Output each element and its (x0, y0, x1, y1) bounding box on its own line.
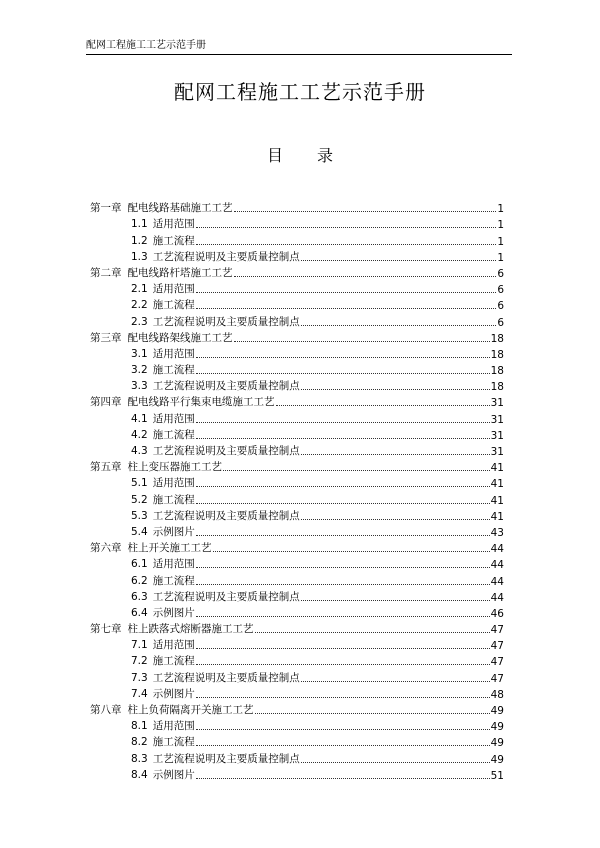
toc-entry-page: 18 (490, 381, 504, 394)
toc-dot-leader (255, 703, 490, 714)
toc-entry-label (131, 751, 300, 766)
toc-section-entry[interactable] (90, 490, 504, 506)
toc-dot-leader (196, 654, 490, 665)
toc-entry-number: 第七章 (90, 623, 122, 636)
toc-entry-page: 1 (497, 203, 504, 216)
toc-entry-text: 工艺流程说明及主要质量控制点 (152, 380, 300, 393)
toc-entry-text: 施工流程 (152, 299, 195, 312)
toc-heading-left: 目 (266, 146, 283, 165)
toc-chapter-entry[interactable] (90, 199, 504, 215)
toc-entry-page: 18 (490, 348, 504, 361)
toc-dot-leader (301, 590, 490, 601)
toc-entry-page: 47 (490, 640, 504, 653)
toc-entry-page: 49 (490, 721, 504, 734)
toc-section-entry[interactable] (90, 248, 504, 264)
toc-entry-page: 41 (490, 494, 504, 507)
toc-entry-number: 1.1 (131, 218, 148, 231)
toc-entry-label (131, 718, 195, 733)
toc-entry-page: 44 (490, 559, 504, 572)
toc-dot-leader (234, 331, 490, 342)
toc-entry-label (90, 265, 233, 280)
toc-entry-text: 配电线路杆塔施工工艺 (127, 266, 233, 279)
toc-entry-label (90, 200, 233, 215)
toc-entry-label (131, 767, 195, 782)
toc-entry-label (90, 702, 254, 717)
toc-entry-page: 31 (490, 397, 504, 410)
toc-section-entry[interactable] (90, 749, 504, 765)
toc-entry-text: 工艺流程说明及主要质量控制点 (152, 590, 300, 603)
toc-dot-leader (196, 768, 490, 779)
toc-entry-label (131, 637, 195, 652)
toc-entry-text: 适用范围 (152, 558, 195, 571)
toc-entry-number: 2.3 (131, 315, 148, 328)
toc-entry-number: 7.3 (131, 671, 148, 684)
toc-entry-number: 4.2 (131, 428, 148, 441)
toc-dot-leader (196, 574, 490, 585)
toc-entry-text: 配电线路基础施工工艺 (127, 202, 233, 215)
toc-entry-number: 第三章 (90, 331, 122, 344)
toc-entry-page: 47 (490, 672, 504, 685)
toc-entry-page: 44 (490, 575, 504, 588)
toc-entry-text: 适用范围 (152, 347, 195, 360)
toc-entry-text: 工艺流程说明及主要质量控制点 (152, 509, 300, 522)
toc-dot-leader (196, 638, 490, 649)
toc-section-entry[interactable] (90, 426, 504, 442)
toc-entry-page: 49 (490, 753, 504, 766)
toc-section-entry[interactable] (90, 345, 504, 361)
toc-entry-label (131, 524, 195, 539)
toc-entry-page: 41 (490, 478, 504, 491)
toc-dot-leader (196, 476, 490, 487)
toc-dot-leader (223, 460, 490, 471)
toc-dot-leader (234, 201, 497, 212)
toc-dot-leader (301, 379, 490, 390)
toc-section-entry[interactable] (90, 215, 504, 231)
toc-entry-label (90, 621, 254, 636)
toc-entry-number: 6.4 (131, 606, 148, 619)
toc-entry-number: 8.2 (131, 736, 148, 749)
toc-entry-page: 31 (490, 429, 504, 442)
toc-entry-text: 施工流程 (152, 364, 195, 377)
toc-entry-label (131, 216, 195, 231)
table-of-contents (90, 199, 504, 782)
toc-chapter-entry[interactable] (90, 620, 504, 636)
toc-entry-number: 2.2 (131, 299, 148, 312)
toc-dot-leader (196, 347, 490, 358)
toc-section-entry[interactable] (90, 636, 504, 652)
toc-dot-leader (213, 541, 490, 552)
toc-section-entry[interactable] (90, 571, 504, 587)
toc-entry-text: 适用范围 (152, 477, 195, 490)
toc-entry-number: 5.2 (131, 493, 148, 506)
toc-entry-page: 31 (490, 413, 504, 426)
toc-entry-number: 5.3 (131, 509, 148, 522)
toc-entry-label (131, 670, 300, 685)
toc-section-entry[interactable] (90, 507, 504, 523)
toc-heading (0, 146, 600, 166)
toc-dot-leader (255, 622, 490, 633)
toc-entry-label (131, 233, 195, 248)
toc-entry-number: 8.3 (131, 752, 148, 765)
toc-entry-text: 适用范围 (152, 283, 195, 296)
toc-entry-page: 47 (490, 656, 504, 669)
toc-dot-leader (196, 412, 490, 423)
toc-section-entry[interactable] (90, 523, 504, 539)
toc-dot-leader (196, 735, 490, 746)
toc-entry-label (90, 459, 222, 474)
toc-dot-leader (196, 234, 497, 245)
toc-entry-page: 47 (490, 624, 504, 637)
toc-dot-leader (196, 428, 490, 439)
toc-dot-leader (196, 363, 490, 374)
toc-entry-label (131, 556, 195, 571)
toc-entry-text: 适用范围 (152, 720, 195, 733)
toc-dot-leader (196, 557, 490, 568)
toc-dot-leader (196, 606, 490, 617)
toc-section-entry[interactable] (90, 409, 504, 425)
toc-entry-label (90, 540, 212, 555)
toc-entry-number: 1.3 (131, 250, 148, 263)
toc-entry-text: 配电线路平行集束电缆施工工艺 (127, 396, 275, 409)
running-header: 配网工程施工工艺示范手册 (86, 40, 512, 55)
toc-section-entry[interactable] (90, 442, 504, 458)
toc-chapter-entry[interactable] (90, 264, 504, 280)
toc-dot-leader (276, 395, 490, 406)
toc-section-entry[interactable] (90, 361, 504, 377)
toc-dot-leader (301, 671, 490, 682)
toc-entry-label (131, 686, 195, 701)
toc-entry-number: 3.2 (131, 364, 148, 377)
toc-dot-leader (196, 298, 497, 309)
toc-entry-text: 施工流程 (152, 574, 195, 587)
toc-section-entry[interactable] (90, 717, 504, 733)
toc-dot-leader (301, 444, 490, 455)
toc-entry-label (131, 653, 195, 668)
toc-entry-text: 配电线路架线施工工艺 (127, 331, 233, 344)
toc-entry-label (131, 411, 195, 426)
toc-entry-page: 1 (497, 219, 504, 232)
toc-entry-page: 43 (490, 526, 504, 539)
toc-dot-leader (196, 719, 490, 730)
toc-entry-page: 48 (490, 688, 504, 701)
toc-section-entry[interactable] (90, 685, 504, 701)
toc-entry-number: 第六章 (90, 542, 122, 555)
toc-chapter-entry[interactable] (90, 539, 504, 555)
toc-chapter-entry[interactable] (90, 393, 504, 409)
toc-entry-text: 工艺流程说明及主要质量控制点 (152, 445, 300, 457)
toc-entry-number: 4.1 (131, 412, 148, 425)
toc-entry-number: 第八章 (90, 704, 122, 716)
toc-section-entry[interactable] (90, 766, 504, 782)
toc-entry-text: 示例图片 (152, 525, 195, 538)
toc-section-entry[interactable] (90, 296, 504, 312)
toc-entry-number: 第二章 (90, 266, 122, 279)
toc-entry-text: 施工流程 (152, 234, 195, 247)
toc-section-entry[interactable] (90, 733, 504, 749)
toc-entry-label (131, 314, 300, 329)
toc-entry-number: 2.1 (131, 283, 148, 296)
toc-dot-leader (301, 752, 490, 763)
toc-entry-number: 5.1 (131, 477, 148, 490)
toc-entry-number: 6.1 (131, 558, 148, 571)
toc-entry-number: 第一章 (90, 202, 122, 215)
toc-entry-label (131, 734, 195, 749)
toc-entry-text: 示例图片 (152, 606, 195, 619)
toc-entry-page: 41 (490, 462, 504, 475)
toc-section-entry[interactable] (90, 231, 504, 247)
toc-entry-text: 工艺流程说明及主要质量控制点 (152, 315, 300, 328)
toc-entry-page: 41 (490, 510, 504, 523)
toc-section-entry[interactable] (90, 312, 504, 328)
toc-entry-text: 示例图片 (152, 768, 195, 781)
document-title: 配网工程施工工艺示范手册 (174, 80, 426, 104)
toc-entry-text: 柱上变压器施工工艺 (127, 461, 222, 474)
toc-dot-leader (196, 493, 490, 504)
toc-entry-label (131, 346, 195, 361)
toc-entry-page: 18 (490, 332, 504, 345)
toc-entry-number: 5.4 (131, 525, 148, 538)
toc-entry-number: 8.4 (131, 768, 148, 781)
toc-section-entry[interactable] (90, 555, 504, 571)
toc-dot-leader (196, 687, 490, 698)
toc-entry-number: 第四章 (90, 396, 122, 409)
toc-entry-label (90, 330, 233, 345)
toc-entry-label (131, 589, 300, 604)
toc-entry-number: 6.2 (131, 574, 148, 587)
toc-dot-leader (196, 525, 490, 536)
toc-heading-right: 录 (317, 146, 334, 165)
toc-entry-text: 施工流程 (152, 428, 195, 441)
toc-entry-page: 1 (497, 251, 504, 264)
toc-dot-leader (196, 217, 497, 228)
toc-entry-text: 工艺流程说明及主要质量控制点 (152, 671, 300, 684)
toc-entry-text: 适用范围 (152, 218, 195, 231)
toc-chapter-entry[interactable] (90, 458, 504, 474)
toc-entry-label (131, 427, 195, 442)
toc-entry-page: 49 (490, 737, 504, 750)
toc-entry-page: 44 (490, 591, 504, 604)
toc-entry-number: 7.2 (131, 655, 148, 668)
toc-entry-number: 6.3 (131, 590, 148, 603)
toc-entry-number: 8.1 (131, 720, 148, 733)
toc-entry-page: 31 (490, 446, 504, 458)
toc-section-entry[interactable] (90, 604, 504, 620)
toc-entry-number: 3.3 (131, 380, 148, 393)
toc-entry-number: 4.3 (131, 445, 148, 457)
toc-entry-number: 3.1 (131, 347, 148, 360)
toc-dot-leader (301, 315, 497, 326)
toc-entry-page: 51 (490, 769, 504, 782)
toc-section-entry[interactable] (90, 588, 504, 604)
toc-entry-page: 44 (490, 543, 504, 556)
toc-entry-label (131, 362, 195, 377)
toc-entry-text: 施工流程 (152, 736, 195, 749)
toc-entry-page: 46 (490, 607, 504, 620)
toc-chapter-entry[interactable] (90, 701, 504, 717)
toc-entry-text: 适用范围 (152, 639, 195, 652)
toc-entry-page: 49 (490, 705, 504, 717)
toc-entry-text: 柱上负荷隔离开关施工工艺 (127, 704, 254, 716)
toc-dot-leader (301, 509, 490, 520)
toc-section-entry[interactable] (90, 652, 504, 668)
toc-entry-text: 施工流程 (152, 493, 195, 506)
toc-section-entry[interactable] (90, 377, 504, 393)
toc-section-entry[interactable] (90, 474, 504, 490)
toc-section-entry[interactable] (90, 668, 504, 684)
toc-dot-leader (234, 266, 497, 277)
toc-entry-page: 6 (497, 284, 504, 297)
toc-entry-label (131, 508, 300, 523)
toc-entry-text: 工艺流程说明及主要质量控制点 (152, 752, 300, 765)
toc-entry-text: 柱上开关施工工艺 (127, 542, 212, 555)
toc-entry-label (131, 378, 300, 393)
toc-entry-label (131, 475, 195, 490)
toc-entry-text: 工艺流程说明及主要质量控制点 (152, 250, 300, 263)
toc-entry-page: 6 (497, 300, 504, 313)
toc-entry-label (131, 249, 300, 264)
toc-entry-text: 柱上跌落式熔断器施工工艺 (127, 623, 254, 636)
toc-dot-leader (301, 250, 497, 261)
toc-entry-page: 6 (497, 316, 504, 329)
toc-dot-leader (196, 282, 497, 293)
toc-entry-number: 7.4 (131, 687, 148, 700)
toc-entry-text: 适用范围 (152, 412, 195, 425)
toc-entry-label (131, 492, 195, 507)
toc-entry-number: 第五章 (90, 461, 122, 474)
toc-entry-number: 1.2 (131, 234, 148, 247)
toc-chapter-entry[interactable] (90, 329, 504, 345)
toc-entry-number: 7.1 (131, 639, 148, 652)
toc-entry-page: 6 (497, 267, 504, 280)
toc-entry-label (90, 394, 275, 409)
toc-entry-text: 示例图片 (152, 687, 195, 700)
toc-entry-page: 18 (490, 365, 504, 378)
toc-entry-label (131, 297, 195, 312)
toc-entry-page: 1 (497, 235, 504, 248)
toc-entry-label (131, 281, 195, 296)
toc-entry-label (131, 605, 195, 620)
toc-section-entry[interactable] (90, 280, 504, 296)
toc-entry-label (131, 573, 195, 588)
toc-entry-label (131, 443, 300, 458)
toc-entry-text: 施工流程 (152, 655, 195, 668)
